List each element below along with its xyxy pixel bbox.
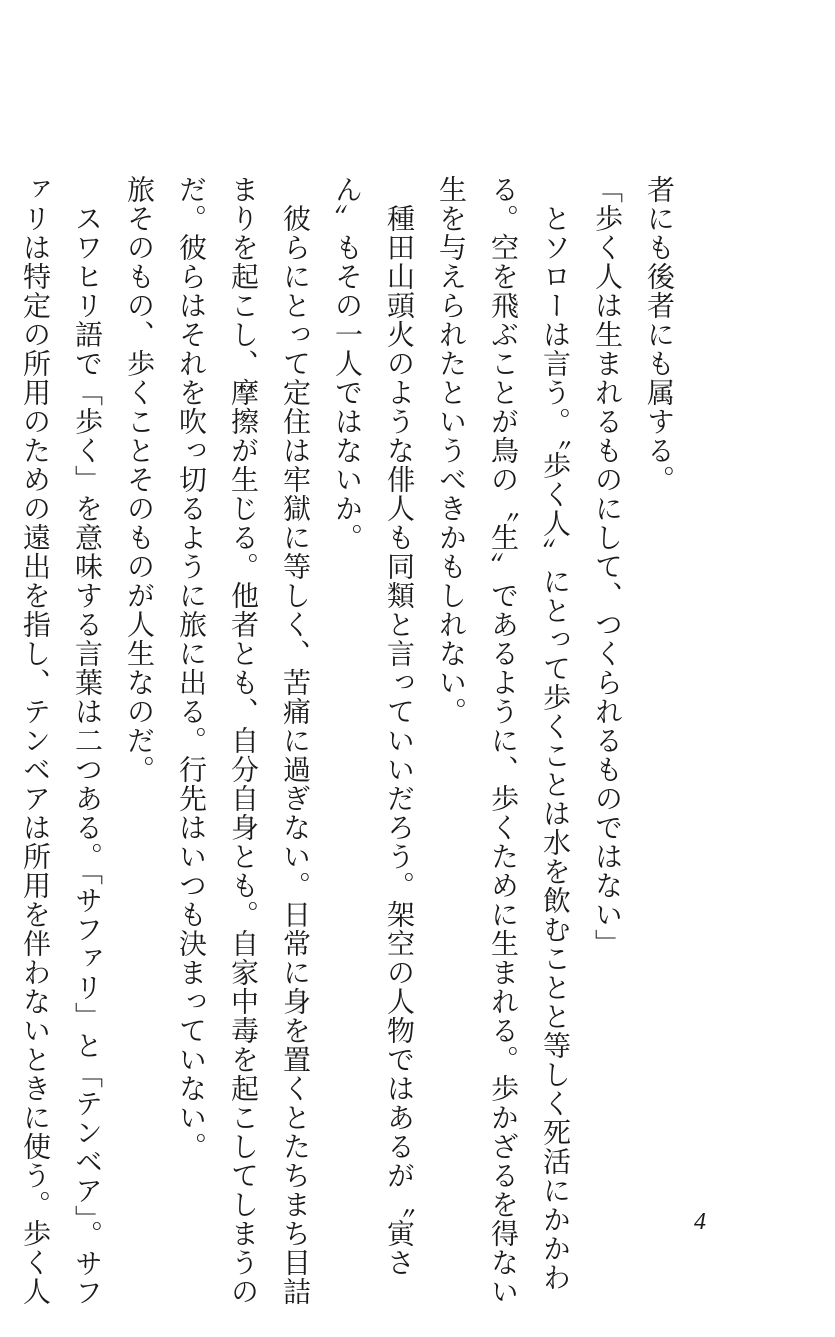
text-line: 旅そのもの、歩くことそのものが人生なのだ。 — [123, 175, 156, 784]
text-line: だ。彼らはそれを吹っ切るように旅に出る。行先はいつも決まっていない。 — [175, 175, 208, 1161]
page-number: 4 — [694, 1209, 706, 1235]
text-line: 者にも後者にも属する。 — [643, 175, 676, 494]
text-line: ん〟もその一人ではないか。 — [331, 175, 364, 552]
text-line: ァリは特定の所用のための遠出を指し、テンベアは所用を伴わないときに使う。歩く人 — [19, 175, 52, 1306]
text-line — [0, 175, 9, 1195]
text-line: まりを起こし、摩擦が生じる。他者とも、自分自身とも。自家中毒を起こしてしまうの — [227, 175, 260, 1306]
text-line: 生を与えられたというべきかもしれない。 — [435, 175, 468, 726]
text-line: スワヒリ語で「歩く」を意味する言葉は二つある。「サファリ」と「テンベア」。サフ — [71, 175, 104, 1307]
text-line: る。空を飛ぶことが鳥の〝生〟であるように、歩くために生まれる。歩かざるを得ない — [487, 175, 520, 1306]
text-line: 彼らにとって定住は牢獄に等しく、苦痛に過ぎない。日常に身を置くとたちまち目詰 — [279, 175, 312, 1306]
text-line: とソローは言う。〝歩く人〟にとって歩くことは水を飲むことと等しく死活にかかわ — [539, 175, 572, 1292]
text-line: 種田山頭火のような俳人も同類と言っていいだろう。架空の人物ではあるが〝寅さ — [383, 175, 416, 1277]
page-body-text — [19, 175, 685, 1307]
text-line: 「歩く人は生まれるものにして、つくられるものではない」 — [591, 175, 624, 958]
